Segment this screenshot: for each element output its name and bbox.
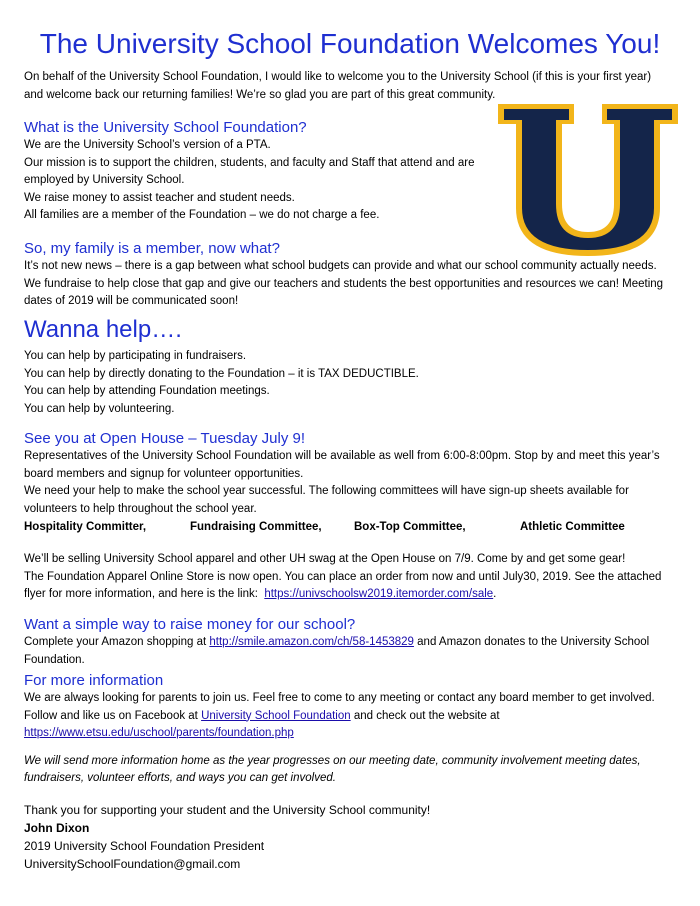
- thanks-line: Thank you for supporting your student and the University School community!: [24, 803, 431, 817]
- member-line: dates of 2019 will be communicated soon!: [24, 295, 239, 308]
- intro-line: On behalf of the University School Foundation, I would like to welcome you to the University School (if this is your first year): [24, 71, 652, 83]
- apparel-line: The Foundation Apparel Online Store is now open. You can place an order from now and until July30, 2019. See the attached: [24, 570, 662, 583]
- intro-paragraph: [24, 69, 651, 104]
- store-link-prefix: flyer for more information, and here is the link:: [24, 588, 265, 601]
- help-line: You can help by directly donating to the Foundation – it is TAX DEDUCTIBLE.: [24, 367, 419, 380]
- committee-box-top: Box-Top Committee,: [354, 521, 466, 533]
- committee-hospitality: Hospitality Committer,: [24, 521, 147, 533]
- facebook-link[interactable]: University School Foundation: [201, 709, 351, 722]
- open-house-line: volunteers to help throughout the school year.: [24, 502, 257, 515]
- amazon-line: [24, 634, 649, 652]
- more-info-line: We are always looking for parents to join us. Feel free to come to any meeting or contact any board member to get involved.: [24, 692, 655, 704]
- more-info-heading: For more information: [24, 672, 164, 689]
- member-line: It’s not new news – there is a gap between what school budgets can provide and what our school community actually needs.: [24, 260, 657, 272]
- help-heading: Wanna help….: [24, 316, 182, 343]
- what-is-heading: What is the University School Foundation?: [24, 119, 307, 136]
- page-title: The University School Foundation Welcomes You!: [39, 28, 661, 59]
- amazon-line: Foundation.: [24, 653, 85, 666]
- amazon-suffix: and Amazon donates to the University School: [413, 636, 650, 648]
- open-house-line: We need your help to make the school year successful. The following committees will have sign-up sheets available for: [24, 485, 629, 498]
- open-house-line: board members and signup for volunteer opportunities.: [24, 467, 304, 480]
- facebook-prefix: Follow and like us on Facebook at: [24, 709, 202, 722]
- signer-role: 2019 University School Foundation President: [24, 839, 265, 853]
- committee-fundraising: Fundraising Committee,: [190, 521, 322, 533]
- help-line: You can help by attending Foundation meetings.: [24, 385, 270, 398]
- logo-letter: [504, 109, 672, 250]
- amazon-heading: Want a simple way to raise money for our school?: [24, 616, 356, 633]
- amazon-smile-link[interactable]: http://smile.amazon.com/ch/58-1453829: [209, 636, 414, 648]
- store-link-suffix: .: [493, 588, 497, 601]
- open-house-section: [24, 430, 660, 518]
- what-is-line: Our mission is to support the children, students, and faculty and Staff that attend and are: [24, 156, 475, 169]
- member-section: [24, 240, 663, 311]
- help-line: You can help by volunteering.: [24, 402, 175, 415]
- facebook-line: [24, 708, 655, 726]
- what-is-line: employed by University School.: [24, 174, 185, 187]
- open-house-heading: See you at Open House – Tuesday July 9!: [24, 430, 306, 447]
- apparel-section: [24, 551, 661, 604]
- member-heading: So, my family is a member, now what?: [24, 240, 280, 257]
- signer-email: UniversitySchoolFoundation@gmail.com: [24, 857, 241, 871]
- what-is-line: All families are a member of the Foundation – we do not charge a fee.: [24, 209, 380, 222]
- apparel-line: We’ll be selling University School apparel and other UH swag at the Open House on 7/9. Come by and get some gear!: [24, 553, 626, 565]
- more-info-section: [24, 672, 655, 788]
- intro-line: and welcome back our returning families! We’re so glad you are part of this great community.: [24, 88, 496, 101]
- help-line: You can help by participating in fundraisers.: [24, 350, 247, 362]
- committee-athletic: Athletic Committee: [520, 521, 625, 533]
- signer-name: John Dixon: [24, 821, 90, 835]
- what-is-line: We raise money to assist teacher and student needs.: [24, 191, 295, 204]
- facebook-suffix: and check out the website at: [350, 709, 500, 722]
- university-u-logo: [488, 100, 688, 260]
- help-section: [24, 316, 419, 418]
- more-info-italic-line: We will send more information home as the year progresses on our meeting date, community involvement meeting dates,: [24, 754, 641, 767]
- store-link-line: [24, 586, 661, 604]
- open-house-line: Representatives of the University School Foundation will be available as well from 6:00-8:00pm. Stop by and meet this year’s: [24, 450, 660, 462]
- what-is-section: [24, 119, 474, 225]
- closing-section: [24, 801, 430, 873]
- member-line: We fundraise to help close that gap and give our teachers and students the best opportunities and resources we can! Meeting: [24, 277, 664, 290]
- what-is-line: We are the University School’s version of a PTA.: [24, 139, 271, 151]
- amazon-section: [24, 616, 649, 669]
- amazon-prefix: Complete your Amazon shopping at: [24, 636, 210, 648]
- website-link[interactable]: https://www.etsu.edu/uschool/parents/foundation.php: [24, 727, 294, 740]
- more-info-italic-line: fundraisers, volunteer efforts, and ways you can get involved.: [24, 772, 336, 785]
- apparel-store-link[interactable]: https://univschoolsw2019.itemorder.com/sale: [264, 588, 494, 601]
